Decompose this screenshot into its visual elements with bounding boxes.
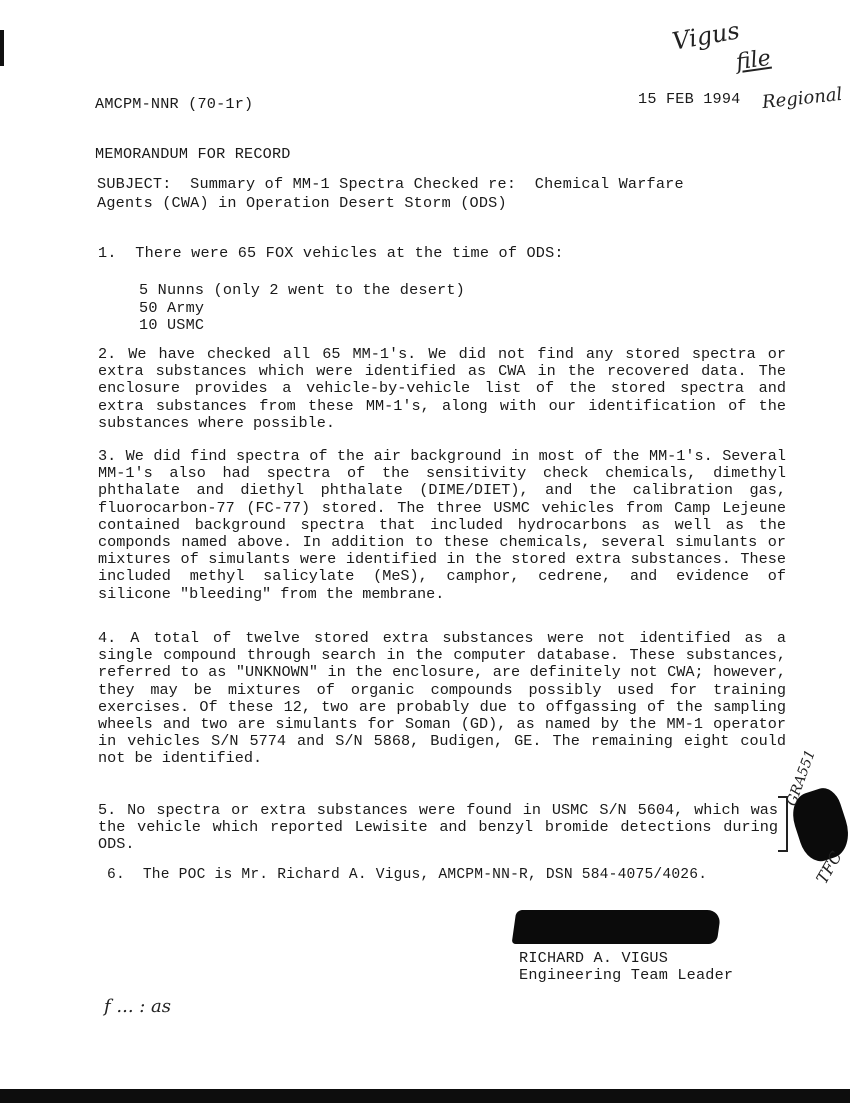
- paragraph-2: 2. We have checked all 65 MM-1's. We did not find any stored spectra or extra substances which were identified as CWA in the recovered data. The enclosure provides a vehicle-by-vehicle list of the stored spectra and extra substances from these MM-1's, along with our identification of the substances where possible.: [98, 345, 786, 432]
- signer-title: Engineering Team Leader: [519, 966, 734, 984]
- signature-redaction: [512, 910, 722, 944]
- paragraph-4: 4. A total of twelve stored extra substances were not identified as a single compound through search in the computer database. These substances, referred to as "UNKNOWN" in the enclosure, are definitely not CWA; however, they may be mixtures of organic compounds possibly used for training exercises. Of these 12, two are probably due to offgassing of the sampling wheels and two are simulants for Soman (GD), as named by the MM-1 operator in vehicles S/N 5774 and S/N 5868, Budigen, GE. The remaining eight could not be identified.: [98, 629, 786, 768]
- handwritten-margin-initials: TFC: [812, 848, 846, 887]
- handwritten-bottom-note: f ... : as: [104, 996, 172, 1017]
- handwritten-vigus-note: Vigus: [670, 16, 742, 56]
- memo-date: 15 FEB 1994: [638, 90, 741, 108]
- fox-list-item: 10 USMC: [139, 316, 205, 334]
- fox-list-item: 5 Nunns (only 2 went to the desert): [139, 281, 465, 299]
- scan-edge-mark: [0, 30, 4, 66]
- subject-line-2: Agents (CWA) in Operation Desert Storm (ODS): [97, 194, 507, 212]
- paragraph-3: 3. We did find spectra of the air background in most of the MM-1's. Several MM-1's also had spectra of the sensitivity check chemicals, dimethyl phthalate and diethyl phthalate (DIME/DIET), and the calibration gas, fluorocarbon-77 (FC-77) stored. The three USMC vehicles from Camp Lejeune contained background spectra that included hydrocarbons as well as the componds named above. In addition to these chemicals, several simulants or mixtures of simulants were identified in the stored extra substances. These included methyl salicylate (MeS), camphor, cedrene, and evidence of silicone "bleeding" from the membrane.: [98, 447, 786, 603]
- signer-name: RICHARD A. VIGUS: [519, 949, 669, 967]
- memo-title: MEMORANDUM FOR RECORD: [95, 145, 291, 163]
- paragraph-6: 6. The POC is Mr. Richard A. Vigus, AMCPM-NN-R, DSN 584-4075/4026.: [107, 867, 708, 883]
- office-symbol: AMCPM-NNR (70-1r): [95, 95, 254, 113]
- handwritten-margin-note: GRA551: [783, 747, 819, 809]
- paragraph-5: 5. No spectra or extra substances were found in USMC S/N 5604, which was the vehicle which reported Lewisite and benzyl bromide detections during ODS.: [98, 801, 778, 854]
- handwritten-file-note: file: [734, 45, 773, 76]
- margin-bracket: [778, 796, 788, 852]
- handwritten-regional-note: Regional: [761, 83, 844, 114]
- scan-bottom-edge: [0, 1089, 850, 1103]
- paragraph-1-intro: 1. There were 65 FOX vehicles at the time of ODS:: [98, 244, 564, 262]
- fox-list-item: 50 Army: [139, 299, 205, 317]
- subject-line-1: SUBJECT: Summary of MM-1 Spectra Checked re: Chemical Warfare: [97, 175, 684, 193]
